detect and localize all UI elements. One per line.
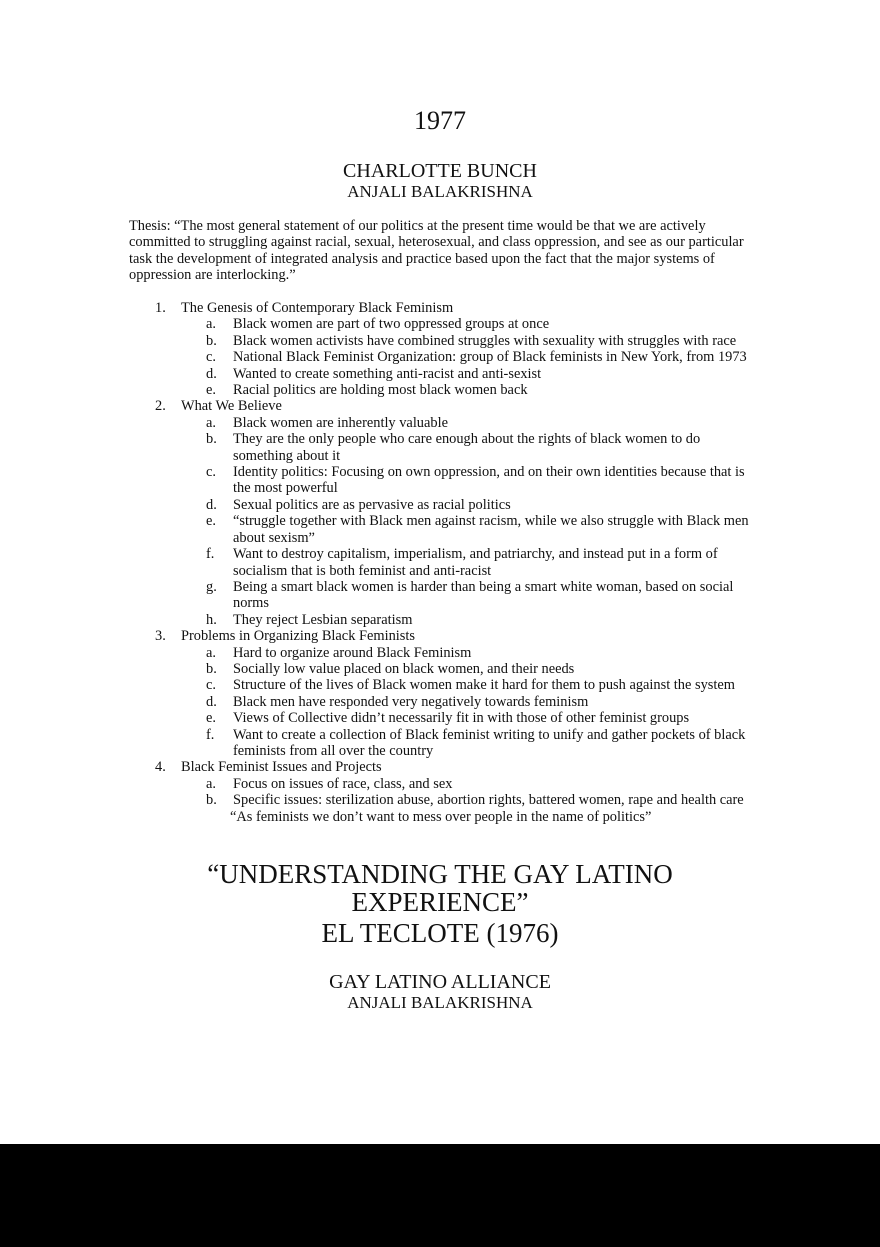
- outline-item: [129, 333, 759, 349]
- item-text: Want to create a collection of Black feminist writing to unify and gather pockets of black feminists from all over the country: [233, 726, 746, 759]
- item-text: Black women activists have combined struggles with sexuality with struggles with race: [233, 332, 737, 349]
- item-text: National Black Feminist Organization: group of Black feminists in New York, from 1973: [233, 349, 747, 366]
- outline-item: [129, 727, 759, 760]
- outline-number: 2.: [155, 398, 166, 415]
- item-letter: e.: [206, 513, 216, 530]
- thesis-paragraph: Thesis: “The most general statement of our politics at the present time would be that we are actively committed to struggling against racial, sexual, heterosexual, and class oppression, and see as our particular task the development of integrated analysis and practice based upon the fact that the major systems of oppression are interlocking.”: [129, 218, 744, 284]
- item-text: Racial politics are holding most black women back: [233, 382, 528, 399]
- item-letter: h.: [206, 611, 217, 628]
- outline-number: 1.: [155, 300, 166, 316]
- outline-item: [129, 513, 759, 546]
- outline-item: [129, 316, 759, 332]
- item-text: Want to destroy capitalism, imperialism, and patriarchy, and instead put in a form of socialism that is both feminist and anti-racist: [233, 546, 718, 579]
- outline-list: [129, 300, 759, 825]
- outline-heading: [129, 398, 759, 414]
- item-text: They reject Lesbian separatism: [233, 611, 413, 628]
- outline-item: [129, 677, 759, 693]
- outline-number: 4.: [155, 759, 166, 776]
- item-text: Focus on issues of race, class, and sex: [233, 775, 453, 792]
- outline-item: [129, 661, 759, 677]
- item-text: Wanted to create something anti-racist and anti-sexist: [233, 365, 542, 382]
- outline-item: [129, 431, 759, 464]
- item-text: Black women are inherently valuable: [233, 414, 448, 431]
- item-text: “struggle together with Black men against racism, while we also struggle with Black men about sexism”: [233, 513, 749, 546]
- section2-title-line1: “UNDERSTANDING THE GAY LATINO: [207, 859, 673, 889]
- item-letter: f.: [206, 726, 215, 743]
- item-letter: b.: [206, 332, 217, 349]
- item-letter: a.: [206, 644, 216, 661]
- item-letter: b.: [206, 792, 217, 809]
- item-letter: c.: [206, 464, 216, 481]
- item-letter: b.: [206, 431, 217, 448]
- closing-quote: “As feminists we don’t want to mess over people in the name of politics”: [230, 808, 652, 825]
- outline-heading: [129, 300, 759, 316]
- item-letter: c.: [206, 349, 216, 366]
- section2-presenter: ANJALI BALAKRISHNA: [347, 993, 533, 1012]
- outline-item: [129, 497, 759, 513]
- item-letter: a.: [206, 316, 216, 333]
- outline-item: [129, 366, 759, 382]
- item-text: Hard to organize around Black Feminism: [233, 644, 472, 661]
- item-text: Black women are part of two oppressed groups at once: [233, 316, 550, 333]
- outline-item: [129, 415, 759, 431]
- item-text: Identity politics: Focusing on own oppression, and on their own identities because that is the most powerful: [233, 464, 745, 497]
- section2-title-line2: EXPERIENCE”: [351, 887, 529, 917]
- outline-item: [129, 694, 759, 710]
- item-text: Views of Collective didn’t necessarily fit in with those of other feminist groups: [233, 710, 690, 727]
- outline-heading: [129, 759, 759, 775]
- outline-item: [129, 579, 759, 612]
- item-letter: f.: [206, 546, 215, 563]
- item-text: Black men have responded very negatively towards feminism: [233, 693, 589, 710]
- outline-title: The Genesis of Contemporary Black Feminism: [181, 300, 454, 316]
- item-text: Socially low value placed on black women, and their needs: [233, 660, 575, 677]
- item-text: Structure of the lives of Black women make it hard for them to push against the system: [233, 677, 735, 694]
- item-letter: a.: [206, 775, 216, 792]
- section2-author: GAY LATINO ALLIANCE: [329, 971, 551, 993]
- black-footer-band: [0, 1144, 880, 1247]
- outline-item: [129, 645, 759, 661]
- item-letter: d.: [206, 365, 217, 382]
- outline-heading: [129, 628, 759, 644]
- item-text: Being a smart black women is harder than being a smart white woman, based on social norms: [233, 578, 734, 612]
- outline-item: [129, 612, 759, 628]
- item-letter: a.: [206, 414, 216, 431]
- item-text: Specific issues: sterilization abuse, abortion rights, battered women, rape and health care: [233, 792, 744, 809]
- item-letter: c.: [206, 677, 216, 694]
- outline-item: [129, 349, 759, 365]
- item-letter: d.: [206, 693, 217, 710]
- outline-title: Problems in Organizing Black Feminists: [181, 628, 415, 645]
- item-text: Sexual politics are as pervasive as racial politics: [233, 496, 511, 513]
- section-presenter: ANJALI BALAKRISHNA: [347, 182, 533, 201]
- item-letter: d.: [206, 496, 217, 513]
- item-letter: e.: [206, 382, 216, 399]
- item-letter: g.: [206, 578, 217, 595]
- section-year: 1977: [414, 106, 466, 135]
- outline-item: [129, 382, 759, 398]
- section2-title-line3: EL TECLOTE (1976): [321, 918, 559, 948]
- item-letter: b.: [206, 660, 217, 677]
- outline-item: [129, 710, 759, 726]
- outline-item: [129, 776, 759, 792]
- outline-number: 3.: [155, 628, 166, 645]
- section-author: CHARLOTTE BUNCH: [343, 160, 537, 182]
- outline-title: Black Feminist Issues and Projects: [181, 759, 382, 776]
- outline-item: [129, 546, 759, 579]
- outline-title: What We Believe: [181, 398, 282, 415]
- item-letter: e.: [206, 710, 216, 727]
- outline-item: [129, 792, 759, 808]
- outline-item: [129, 464, 759, 497]
- item-text: They are the only people who care enough about the rights of black women to do something about it: [233, 431, 701, 464]
